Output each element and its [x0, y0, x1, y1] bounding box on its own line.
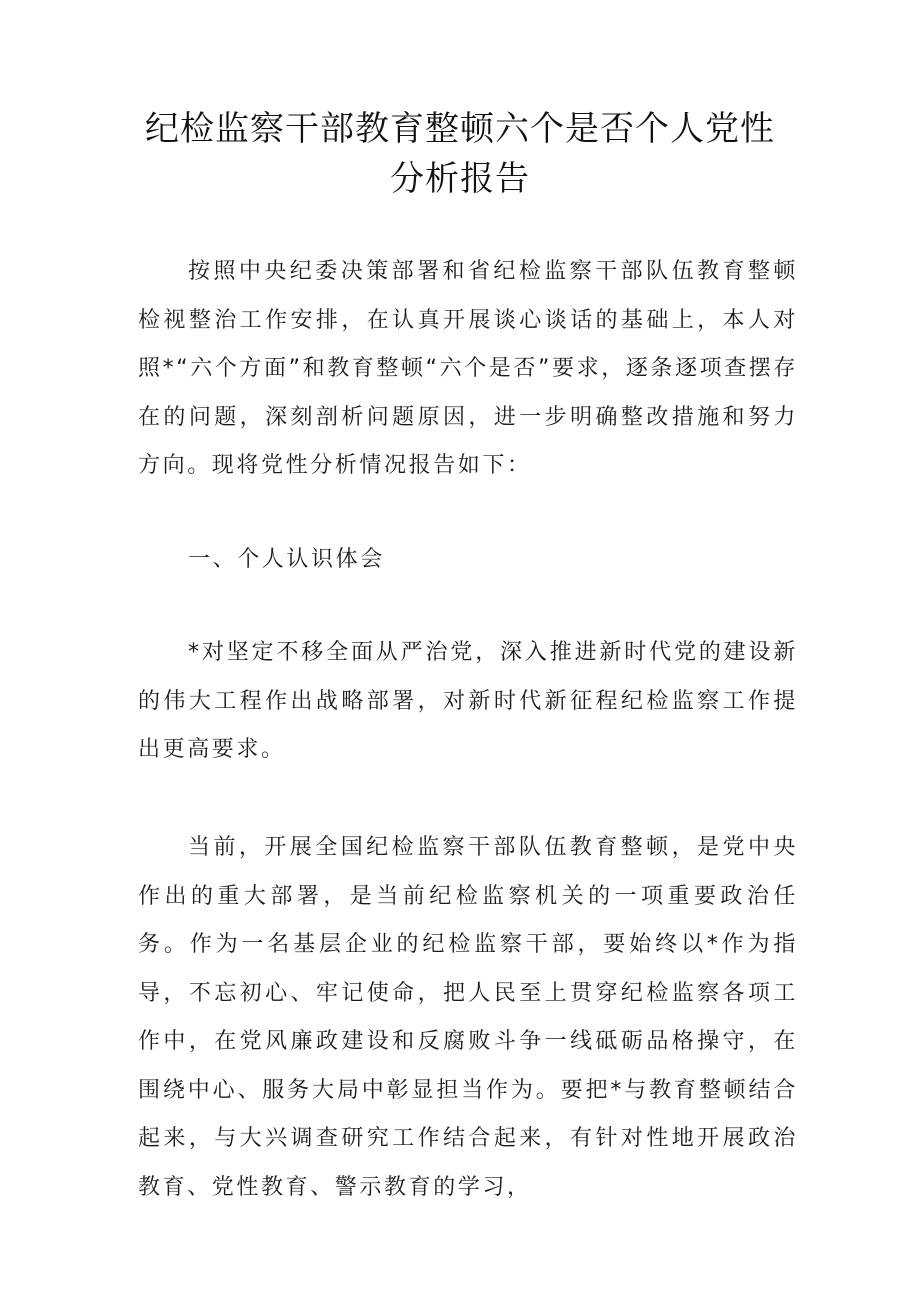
- intro-paragraph: 按照中央纪委决策部署和省纪检监察干部队伍教育整顿检视整治工作安排，在认真开展谈心谈话的基础上，本人对照*“六个方面”和教育整顿“六个是否”要求，逐条逐项查摆存在的问题，深刻剖析问题原因，进一步明确整改措施和努力方向。现将党性分析情况报告如下：: [138, 259, 798, 478]
- body-paragraph-strategy: *对坚定不移全面从严治党，深入推进新时代党的建设新的伟大工程作出战略部署，对新时代新征程纪检监察工作提出更高要求。: [138, 640, 798, 762]
- section-heading-personal-understanding: 一、个人认识体会: [188, 547, 385, 572]
- document-title-line-2: 分析报告: [390, 159, 530, 199]
- body-paragraph-current-task: 当前，开展全国纪检监察干部队伍教育整顿，是党中央作出的重大部署，是当前纪检监察机关的一项重要政治任务。作为一名基层企业的纪检监察干部，要始终以*作为指导，不忘初心、牢记使命，把人民至上贯穿纪检监察各项工作中，在党风廉政建设和反腐败斗争一线砥砺品格操守，在围绕中心、服务大局中彰显担当作为。要把*与教育整顿结合起来，与大兴调查研究工作结合起来，有针对性地开展政治教育、党性教育、警示教育的学习，: [138, 835, 798, 1200]
- document-title-line-1: 纪检监察干部教育整顿六个是否个人党性: [145, 109, 775, 149]
